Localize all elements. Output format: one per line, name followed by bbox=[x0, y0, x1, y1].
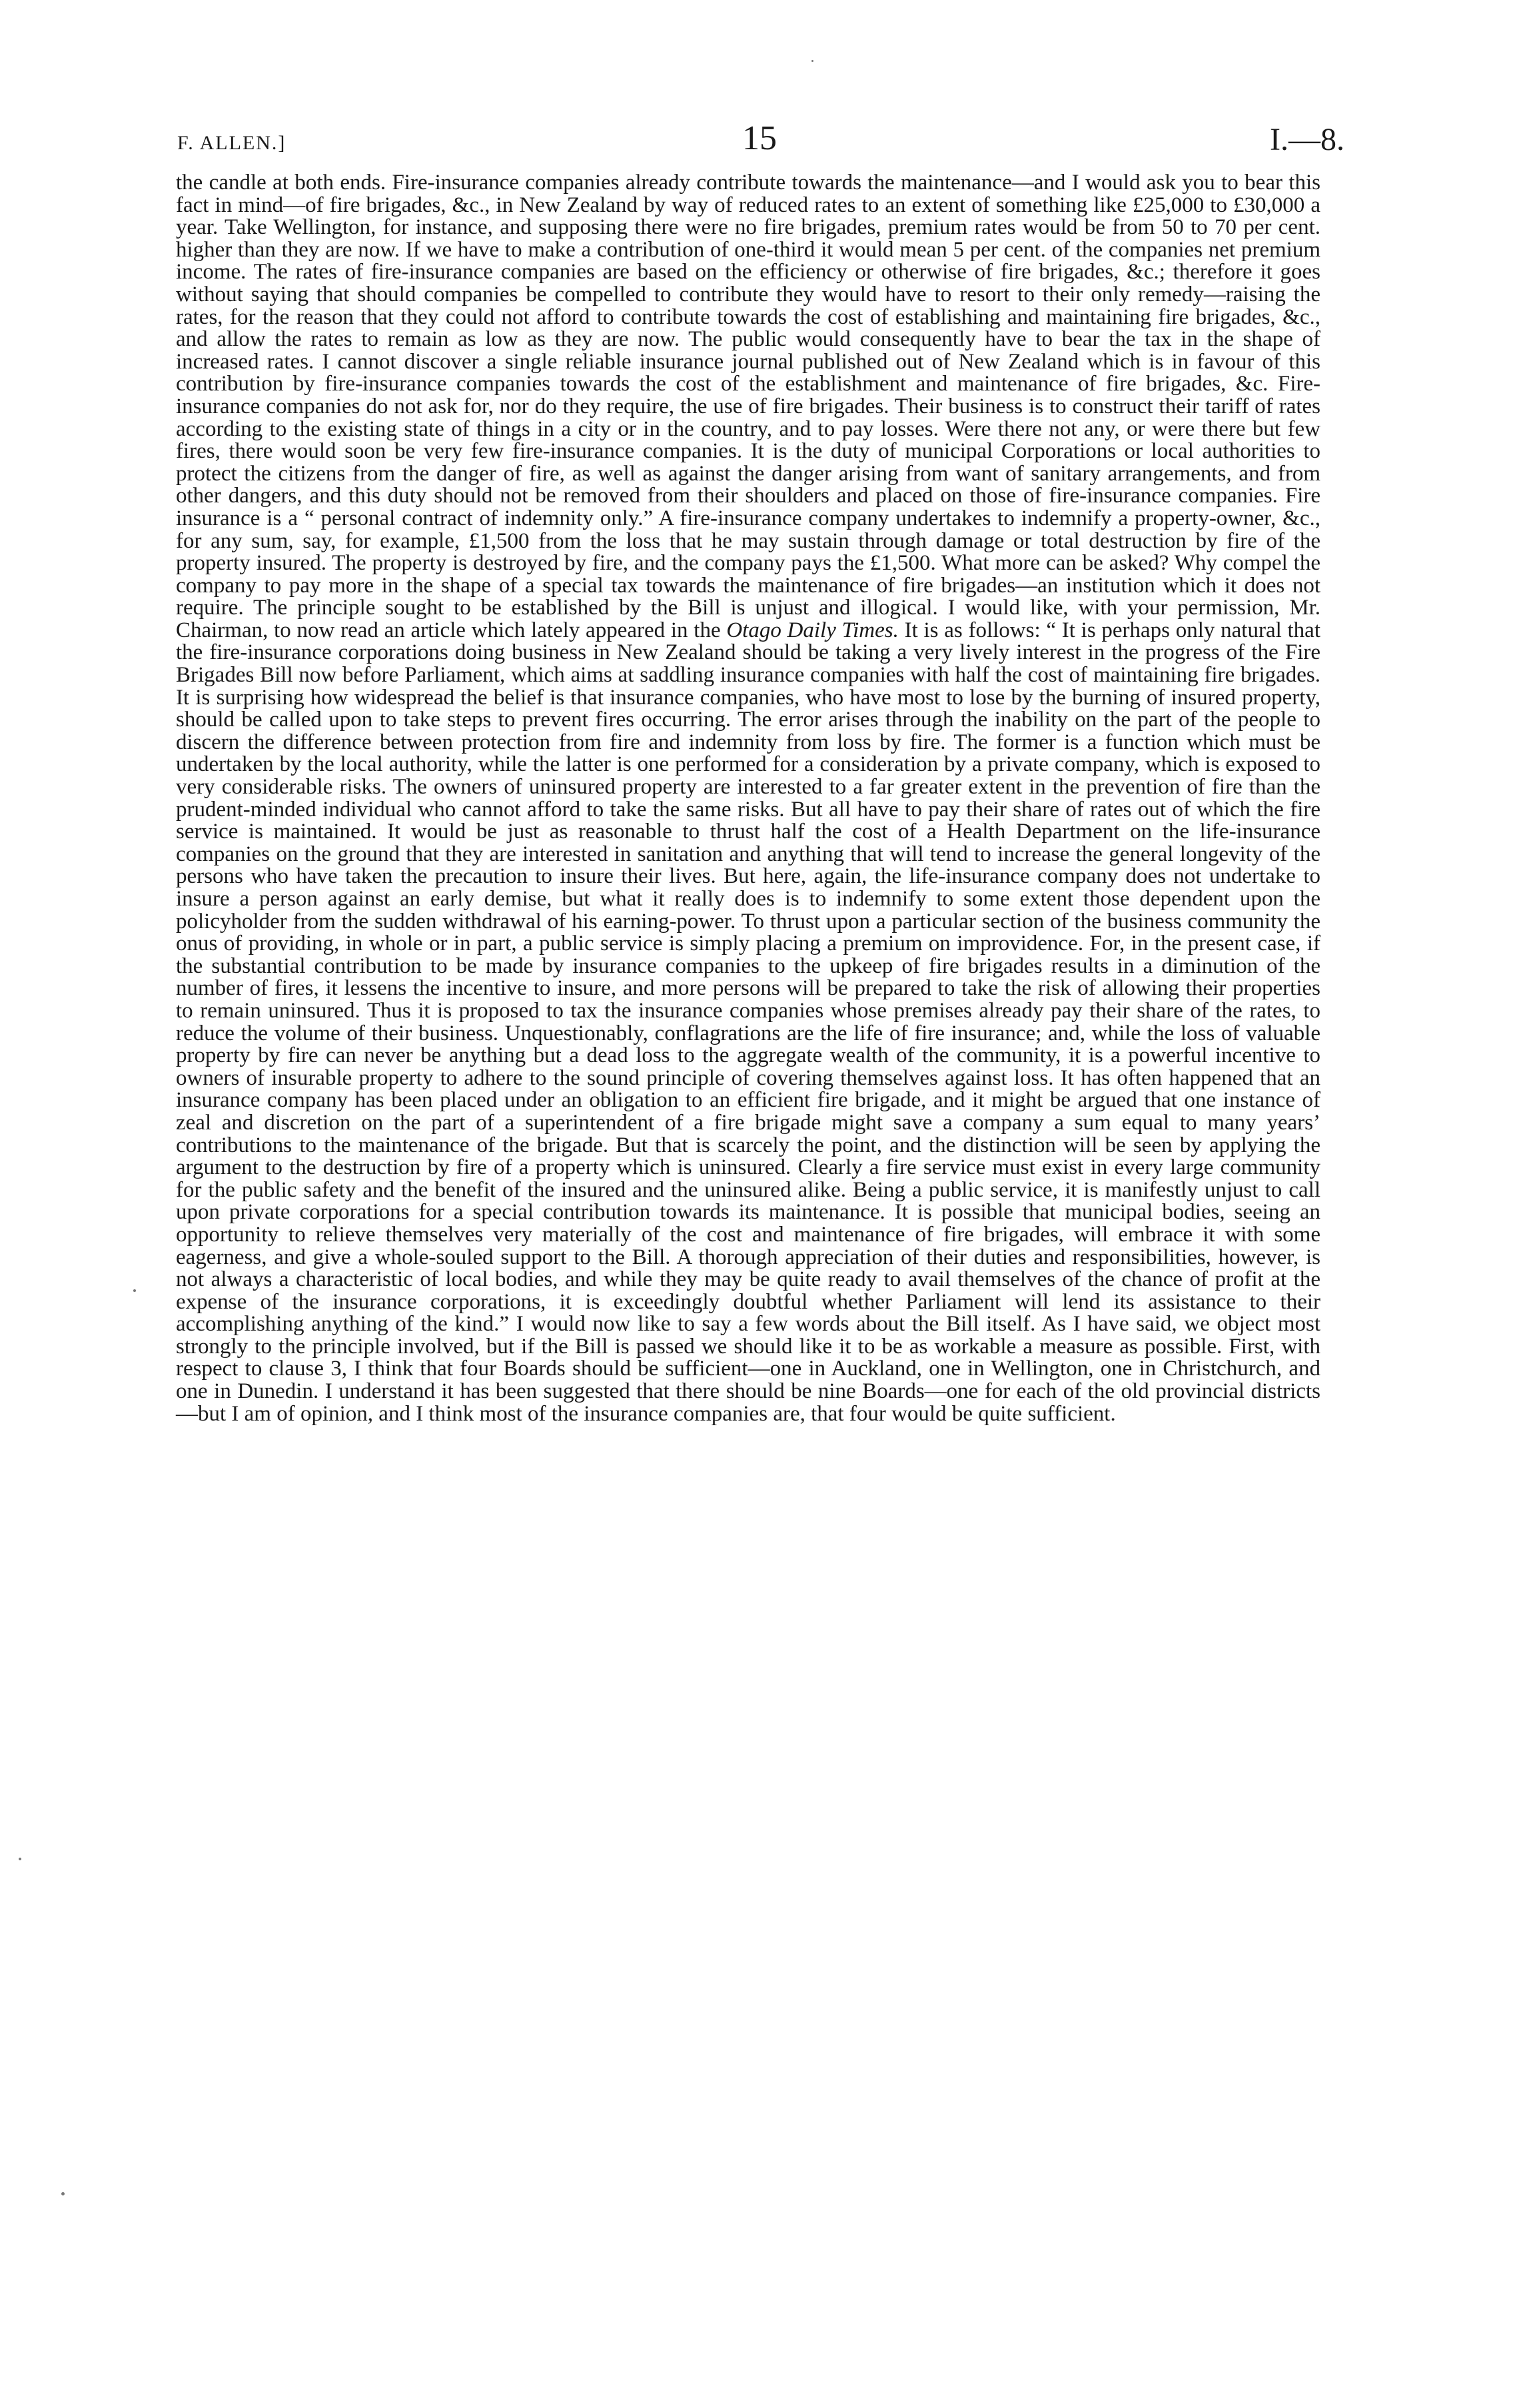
scan-speck bbox=[133, 1289, 136, 1292]
document-reference: I.—8. bbox=[1270, 122, 1344, 157]
text-segment: the candle at both ends. Fire-insurance companies already contribute towards the maintenance—and I would ask you to bear this fact in mind—of fire brigades, &c., in New Zealand by way of reduced rates to an extent of something like £25,000 to £30,000 a year. Take Wellington, for instance, and supposing there were no fire brigades, premium rates would be from 50 to 70 per cent. higher than they are now. If we have to make a contribution of one-third it would mean 5 per cent. of the companies net premium income. The rates of fire-insurance companies are based on the efficiency or otherwise of fire brigades, &c.; therefore it goes without saying that should companies be compelled to contribute they would have to resort to their only remedy—raising the rates, for the reason that they could not afford to contribute towards the cost of establishing and maintaining fire brigades, &c., and allow the rates to remain as low as they are now. The public would consequently have to bear the tax in the shape of increased rates. I cannot discover a single reliable insurance journal published out of New Zealand which is in favour of this contribution by fire-insurance companies towards the cost of the establishment and maintenance of fire brigades, &c. Fire-insurance companies do not ask for, nor do they require, the use of fire brigades. Their business is to construct their tariff of rates according to the existing state of things in a city or in the country, and to pay losses. Were there not any, or were there but few fires, there would soon be very few fire-insurance companies. It is the duty of municipal Corporations or local authorities to protect the citizens from the danger of fire, as well as against the danger arising from want of sanitary arrangements, and from other dangers, and this duty should not be removed from their shoulders and placed on those of fire-insurance companies. Fire insurance is a “ personal contract of indemnity only.” A fire-insurance company undertakes to indemnify a property-owner, &c., for any sum, say, for example, £1,500 from the loss that he may sustain through damage or total destruction by fire of the property insured. The property is destroyed by fire, and the company pays the £1,500. What more can be asked? Why compel the company to pay more in the shape of a special tax towards the maintenance of fire brigades—an institution which it does not require. The principle sought to be established by the Bill is unjust and illogical. I would like, with your permission, Mr. Chairman, to now read an article which lately appeared in the bbox=[176, 171, 1320, 642]
text-segment: It is as follows: “ It is perhaps only natural that the fire-insurance corporations doing business in New Zealand should be taking a very lively interest in the progress of the Fire Brigades Bill now before Parliament, which aims at saddling insurance companies with half the cost of maintaining fire brigades. It is surprising how widespread the belief is that insurance companies, who have most to lose by the burning of insured property, should be called upon to take steps to prevent fires occurring. The error arises through the inability on the part of the people to discern the difference between protection from fire and indemnity from loss by fire. The former is a function which must be undertaken by the local authority, while the latter is one performed for a consideration by a private company, which is exposed to very considerable risks. The owners of uninsured property are interested to a far greater extent in the prevention of fire than the prudent-minded individual who cannot afford to take the same risks. But all have to pay their share of rates out of which the fire service is maintained. It would be just as reasonable to thrust half the cost of a Health Department on the life-insurance companies on the ground that they are interested in sanitation and anything that will tend to increase the general longevity of the persons who have taken the precaution to insure their lives. But here, again, the life-insurance company does not undertake to insure a person against an early demise, but what it really does is to indemnify to some extent those dependent upon the policyholder from the sudden withdrawal of his earning-power. To thrust upon a particular section of the business community the onus of providing, in whole or in part, a public service is simply placing a premium on improvidence. For, in the present case, if the substantial contribution to be made by insurance companies to the upkeep of fire brigades results in a diminution of the number of fires, it lessens the incentive to insure, and more persons will be prepared to take the risk of allowing their properties to remain uninsured. Thus it is proposed to tax the insurance companies whose premises already pay their share of the rates, to reduce the volume of their business. Unquestionably, conflagrations are the life of fire insurance; and, while the loss of valuable property by fire can never be anything but a dead loss to the aggregate wealth of the community, it is a powerful incentive to owners of insurable property to adhere to the sound principle of covering themselves against loss. It has often happened that an insurance company has been placed under an obligation to an efficient fire brigade, and it might be argued that one instance of zeal and discretion on the part of a superintendent of a fire brigade might save a company a sum equal to many years’ contributions to the maintenance of the brigade. But that is scarcely the point, and the distinction will be seen by applying the argument to the destruction by fire of a property which is uninsured. Clearly a fire service must exist in every large community for the public safety and the benefit of the insured and the uninsured alike. Being a public service, it is manifestly unjust to call upon private corporations for a special contribution towards its maintenance. It is possible that municipal bodies, seeing an opportunity to relieve themselves very materially of the cost and maintenance of fire brigades, will embrace it with some eagerness, and give a whole-souled support to the Bill. A thorough appreciation of their duties and responsibilities, however, is not always a characteristic of local bodies, and while they may be quite ready to avail themselves of the chance of profit at the expense of the insurance corporations, it is exceedingly doubtful whether Parliament will lend its assistance to their accomplishing anything of the kind.” I would now like to say a few words about the Bill itself. As I have said, we object most strongly to the principle involved, but if the Bill is passed we should like it to be as workable a measure as possible. First, with respect to clause 3, I think that four Boards should be sufficient—one in Auckland, one in Wellington, one in Christchurch, and one in Dunedin. I understand it has been suggested that there should be nine Boards—one for each of the old provincial districts—but I am of opinion, and I think most of the insurance companies are, that four would be quite sufficient. bbox=[176, 618, 1320, 1426]
newspaper-title: Otago Daily Times. bbox=[726, 618, 899, 642]
body-text bbox=[176, 172, 1320, 1425]
running-header-speaker: F. ALLEN.] bbox=[177, 132, 286, 154]
paragraph bbox=[176, 172, 1320, 1425]
scan-speck bbox=[811, 60, 813, 62]
page-number: 15 bbox=[742, 119, 777, 157]
scan-speck bbox=[61, 2192, 65, 2195]
scan-speck bbox=[19, 1858, 21, 1860]
